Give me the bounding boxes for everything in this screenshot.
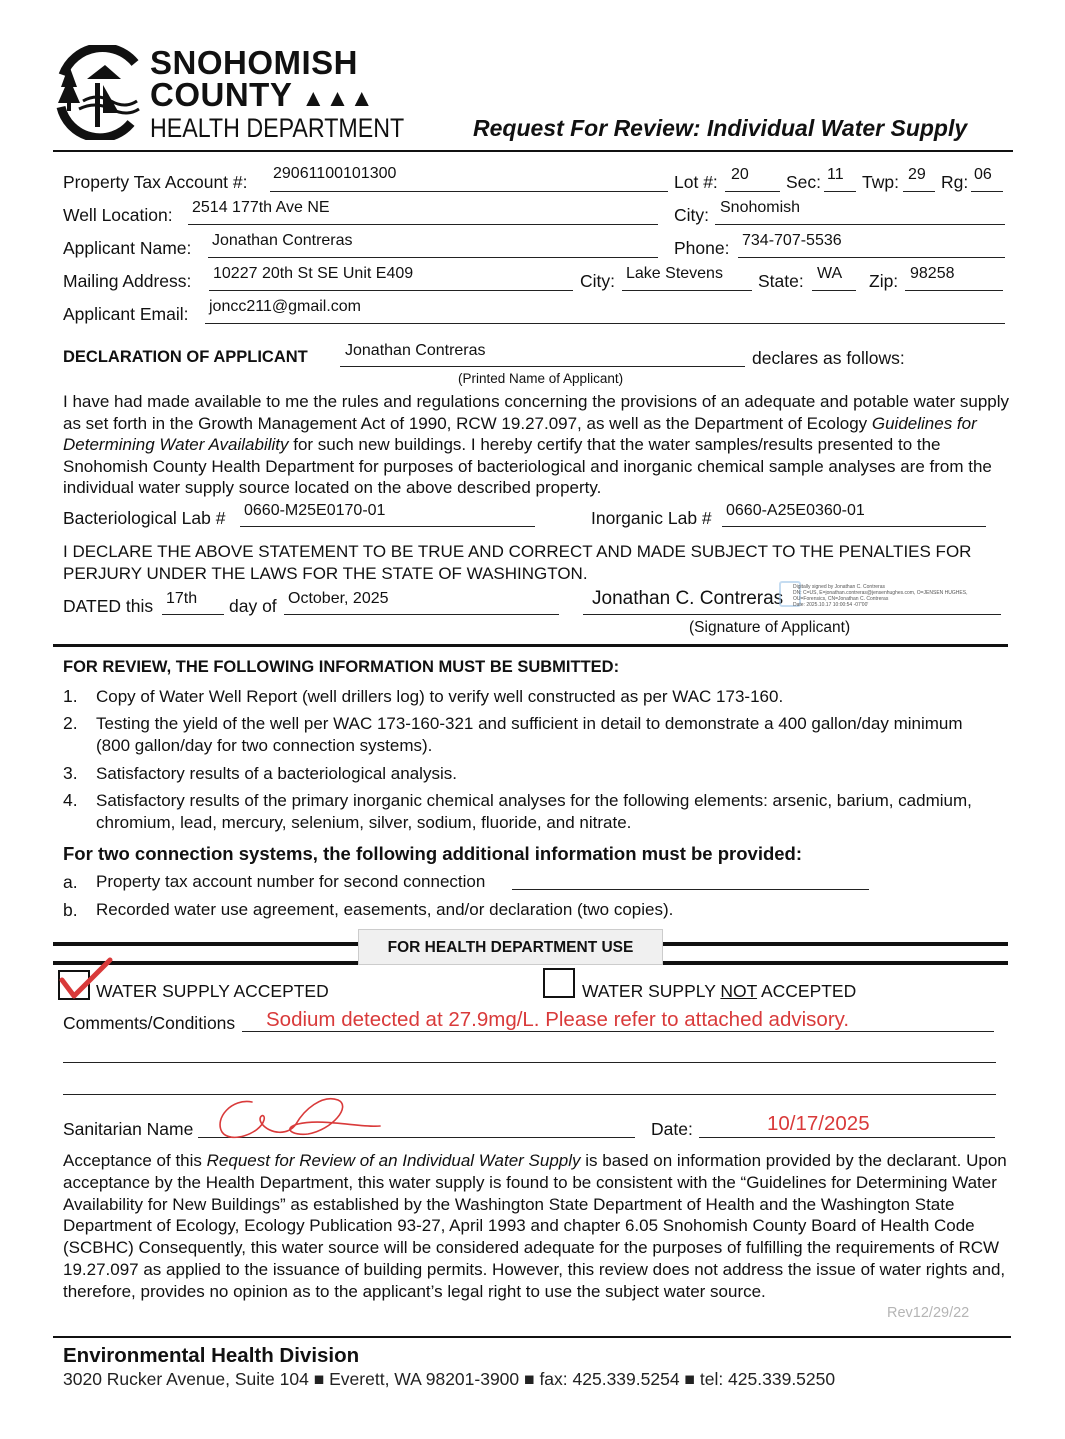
applicant-name-field[interactable]: Jonathan Contreras xyxy=(212,232,353,249)
tax-account-field[interactable]: 29061100101300 xyxy=(273,165,397,182)
phone-label: Phone: xyxy=(674,238,730,258)
not-accepted-text-not: NOT xyxy=(720,981,758,1001)
revision-label: Rev12/29/22 xyxy=(887,1305,970,1321)
tax-account-underline xyxy=(270,191,668,192)
org-name-line1: SNOHOMISH xyxy=(150,44,359,81)
sec-field[interactable]: 11 xyxy=(827,166,844,183)
mailing-city-underline xyxy=(622,290,752,291)
city-field[interactable]: Snohomish xyxy=(720,199,801,216)
not-accepted-checkbox[interactable] xyxy=(543,968,575,998)
mailing-city-label: City: xyxy=(580,271,615,291)
req-item-2: Testing the yield of the well per WAC 173-160-321 and sufficient in detail to demonstrate a 400 gallon/day minimum (800 gallon/day for two connection systems). xyxy=(96,714,963,755)
req-item-4: Satisfactory results of the primary inorganic chemical analyses for the following elements: arsenic, barium, cadmium, chromium, lead, mercury, selenium, silver, sodium, fluoride, and nitrate. xyxy=(96,791,972,832)
twp-underline xyxy=(903,191,935,192)
applicant-name-underline xyxy=(208,257,658,258)
req-item-3: Satisfactory results of a bacteriological analysis. xyxy=(96,764,457,783)
declares-text: declares as follows: xyxy=(752,348,905,368)
well-location-field[interactable]: 2514 177th Ave NE xyxy=(192,199,330,216)
printed-name-underline xyxy=(340,366,745,367)
city-label: City: xyxy=(674,205,709,225)
org-name-line2 xyxy=(150,78,374,116)
state-field[interactable]: WA xyxy=(817,265,843,282)
org-name-line2-text: COUNTY xyxy=(150,76,292,113)
department-logo xyxy=(55,45,140,140)
req-item-1-num: 1. xyxy=(63,686,78,706)
tax-account-label: Property Tax Account #: xyxy=(63,172,248,192)
bact-lab-label: Bacteriological Lab # xyxy=(63,508,226,528)
month-underline xyxy=(284,614,559,615)
digital-sig-line: OU=Forensics, CN=Jonathan C. Contreras xyxy=(793,596,889,602)
month-field[interactable]: October, 2025 xyxy=(288,590,389,607)
not-accepted-text-pre: WATER SUPPLY xyxy=(582,981,721,1001)
footer-rule xyxy=(53,1336,1011,1338)
printed-name-field[interactable]: Jonathan Contreras xyxy=(345,342,486,359)
lot-underline xyxy=(725,191,780,192)
header-rule xyxy=(53,150,1013,152)
sec-underline xyxy=(824,191,856,192)
comments-underline-3 xyxy=(63,1094,996,1095)
sanitarian-label: Sanitarian Name xyxy=(63,1119,194,1139)
date-field[interactable]: 10/17/2025 xyxy=(767,1112,870,1135)
declaration-section-rule xyxy=(53,644,1008,647)
email-underline xyxy=(205,323,1005,324)
health-dept-banner: FOR HEALTH DEPARTMENT USE xyxy=(358,929,663,965)
req-item-1: Copy of Water Well Report (well drillers log) to verify well constructed as per WAC 173-160. xyxy=(96,687,784,706)
mailing-address-field[interactable]: 10227 20th St SE Unit E409 xyxy=(213,265,414,282)
comments-underline-1 xyxy=(242,1031,994,1032)
declaration-label: DECLARATION OF APPLICANT xyxy=(63,348,308,366)
email-label: Applicant Email: xyxy=(63,304,189,324)
dated-label: DATED this xyxy=(63,596,154,616)
perjury-statement: I DECLARE THE ABOVE STATEMENT TO BE TRUE AND CORRECT AND MADE SUBJECT TO THE PENALTIES FOR PERJURY UNDER THE LAWS FOR THE STATE OF WASHINGTON. xyxy=(63,542,972,583)
zip-field[interactable]: 98258 xyxy=(910,265,955,282)
mailing-address-underline xyxy=(209,290,573,291)
phone-underline xyxy=(738,257,1005,258)
inorg-lab-field[interactable]: 0660-A25E0360-01 xyxy=(726,502,865,519)
two-conn-item-b-num: b. xyxy=(63,900,78,920)
state-underline xyxy=(812,290,856,291)
req-item-2-num: 2. xyxy=(63,713,78,733)
city-underline xyxy=(715,224,1005,225)
twp-label: Twp: xyxy=(862,172,899,192)
lot-field[interactable]: 20 xyxy=(731,166,749,183)
req-item-3-num: 3. xyxy=(63,763,78,783)
acceptance-part1: Acceptance of this xyxy=(63,1151,207,1170)
digital-signature-details xyxy=(793,584,967,608)
acceptance-part2: is based on information provided by the declarant. Upon acceptance by the Health Department, this water supply is found to be consistent with the “Guidelines for Determining Water Availability for New Buildings” as established by the Washington State Department of Health and the Washington State Department of Ecology, Ecology Publication 93-27, April 1993 and chapter 6.05 Snohomish County Board of Health Code (SCBHC) Consequently, this water source will be considered adequate for the purposes of fulfilling the requirements of RCW 19.27.097 as applied to the issuance of building permits. However, this review does not address the issue of water rights and, therefore, provides no opinion as to the applicant’s legal right to use the subject water source. xyxy=(63,1151,1007,1301)
not-accepted-text-post: ACCEPTED xyxy=(757,981,857,1001)
signature-field[interactable] xyxy=(583,580,1001,616)
declaration-body-part1: I have had made available to me the rules and regulations concerning the provisions of an adequate and potable water supply as set forth in the Growth Management Act of 1990, RCW 19.27.097, as well as the Department of Ecology xyxy=(63,392,1010,433)
printed-name-caption: (Printed Name of Applicant) xyxy=(458,371,624,386)
signature-underline xyxy=(583,614,1001,615)
two-conn-item-b: Recorded water use agreement, easements, and/or declaration (two copies). xyxy=(96,900,674,919)
req-item-4-num: 4. xyxy=(63,790,78,810)
declaration-body-part2: for such new buildings. I hereby certify that the water samples/results presented to the Snohomish County Health Department for purposes of bacteriological and inorganic chemical sample analyses are from the individual water supply source located on the above described property. xyxy=(63,435,992,497)
org-name-line3: HEALTH DEPARTMENT xyxy=(150,113,405,143)
sanitarian-signature-icon[interactable] xyxy=(212,1090,392,1150)
state-label: State: xyxy=(758,271,804,291)
date-label: Date: xyxy=(651,1119,693,1139)
division-address: 3020 Rucker Avenue, Suite 104 ■ Everett, WA 98201-3900 ■ fax: 425.339.5254 ■ tel: 425.339.5250 xyxy=(63,1369,836,1389)
sec-label: Sec: xyxy=(786,172,822,192)
date-underline xyxy=(699,1137,995,1138)
second-connection-underline xyxy=(512,889,869,890)
day-underline xyxy=(162,614,224,615)
acceptance-paragraph xyxy=(63,1150,1023,1303)
trees-icon: ▲▲▲ xyxy=(301,85,375,112)
rg-label: Rg: xyxy=(941,172,969,192)
acceptance-form-title: Request for Review of an Individual Water Supply xyxy=(206,1151,581,1170)
zip-underline xyxy=(905,290,1003,291)
mailing-city-field[interactable]: Lake Stevens xyxy=(626,265,723,282)
two-conn-item-a: Property tax account number for second connection xyxy=(96,872,486,891)
signature-caption: (Signature of Applicant) xyxy=(689,619,851,636)
digital-sig-line: Digitally signed by Jonathan C. Contreras xyxy=(793,584,885,590)
rg-field[interactable]: 06 xyxy=(974,166,992,183)
division-name: Environmental Health Division xyxy=(63,1344,360,1367)
rg-underline xyxy=(971,191,1003,192)
mailing-address-label: Mailing Address: xyxy=(63,271,192,291)
phone-field[interactable]: 734-707-5536 xyxy=(742,232,842,249)
signature-name: Jonathan C. Contreras xyxy=(592,588,784,609)
lot-label: Lot #: xyxy=(674,172,718,192)
accepted-label: WATER SUPPLY ACCEPTED xyxy=(96,981,329,1001)
comments-underline-2 xyxy=(63,1062,996,1063)
day-of-label: day of xyxy=(229,596,277,616)
declaration-body xyxy=(63,391,1028,499)
two-connection-heading: For two connection systems, the following additional information must be provided: xyxy=(63,843,803,864)
email-field[interactable]: joncc211@gmail.com xyxy=(209,298,362,315)
applicant-name-label: Applicant Name: xyxy=(63,238,192,258)
well-location-label: Well Location: xyxy=(63,205,173,225)
comments-label: Comments/Conditions xyxy=(63,1013,236,1033)
digital-sig-line: Date: 2025.10.17 10:00:54 -07'00' xyxy=(793,602,869,608)
day-field[interactable]: 17th xyxy=(166,590,198,607)
county-seal-icon xyxy=(55,45,140,140)
comments-field[interactable]: Sodium detected at 27.9mg/L. Please refer to attached advisory. xyxy=(266,1008,850,1031)
not-accepted-label xyxy=(582,981,856,1002)
inorg-lab-underline xyxy=(722,526,986,527)
digital-sig-line: DN: C=US, E=jonathan.contreras@jensenhughes.com, O=JENSEN HUGHES, xyxy=(793,590,968,596)
bact-lab-underline xyxy=(240,526,535,527)
well-location-underline xyxy=(188,224,658,225)
inorg-lab-label: Inorganic Lab # xyxy=(591,508,712,528)
bact-lab-field[interactable]: 0660-M25E0170-01 xyxy=(244,502,386,519)
zip-label: Zip: xyxy=(869,271,899,291)
two-conn-item-a-num: a. xyxy=(63,872,78,892)
requirements-heading: FOR REVIEW, THE FOLLOWING INFORMATION MUST BE SUBMITTED: xyxy=(63,658,620,676)
guidelines-title: Guidelines for Determining Water Availability xyxy=(63,413,977,454)
form-title: Request For Review: Individual Water Supply xyxy=(473,115,968,141)
twp-field[interactable]: 29 xyxy=(908,166,926,183)
